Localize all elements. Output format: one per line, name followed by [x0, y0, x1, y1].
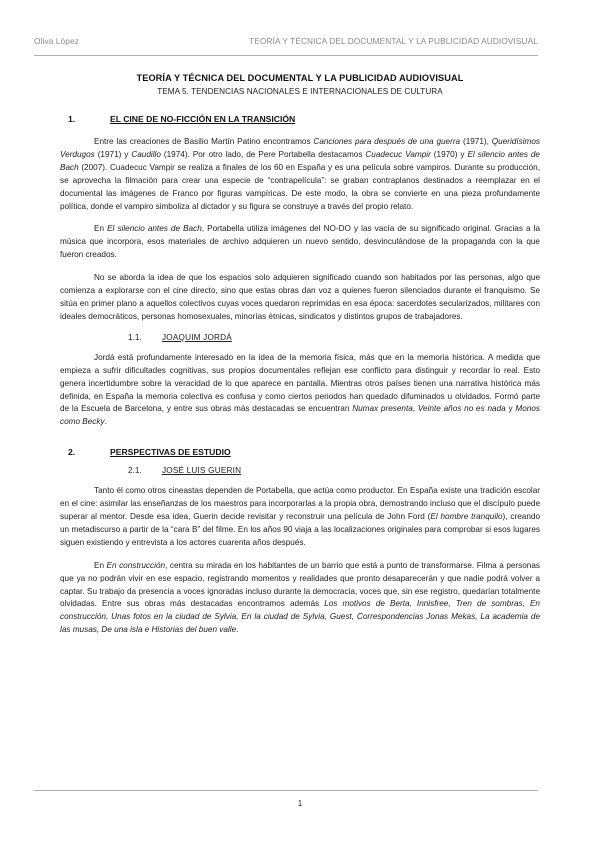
- document-title: TEORÍA Y TÉCNICA DEL DOCUMENTAL Y LA PUBLICIDAD AUDIOVISUAL: [136, 73, 464, 83]
- subsection-number: 1.1.: [128, 332, 142, 342]
- subsection-heading-1-1: [128, 333, 540, 342]
- paragraph: En En construcción, centra su mirada en los habitantes de un barrio que está a punto de transformarse. Filma a personas que ya no podrán vivir en ese espacio, registrando momentos y realidades que pronto desaparecerán y que nadie podrá volver a captar. Su trabajo da presencia a voces ignoradas incluso durante la democracia, voces que, sin ese registro, quedarían totalmente olvidadas. Entre sus obras más destacadas encontramos además Los motivos de Berta, Innisfree, Tren de sombras, En construcción, Unas fotos en la ciudad de Sylvia, En la ciudad de Sylvia, Guest, Correspondencias Jonas Mekas, La academia de las musas, De una isla e Historias del buen valle.: [60, 560, 540, 635]
- section-title: PERSPECTIVAS DE ESTUDIO: [110, 447, 231, 458]
- footer-rule: [34, 790, 538, 791]
- section-heading-2: [60, 447, 540, 457]
- paragraph: En El silencio antes de Bach, Portabella utiliza imágenes del NO-DO y las vacía de su significado original. Gracias a la música que incorpora, esos materiales de archivo adquieren un nuevo sentido, desvinculándose de la propaganda con la que fueron creados.: [60, 224, 540, 260]
- paragraph: Jordá está profundamente interesado en la idea de la memoria física, más que en la memoria histórica. A medida que empieza a sufrir dificultades cognitivas, sus propios documentales reflejan ese conflicto para distinguir y recordar lo real. Esto genera incertidumbre sobre la veracidad de lo que aparece en pantalla. Mientras otros países tienen una narrativa histórica más definida, en España la memoria colectiva es confusa y como ciertos periodos han quedado difuminados u olvidados. Formó parte de la Escuela de Barcelona, y entre sus obras más destacadas se encuentran Numax presenta, Veinte años no es nada y Monos como Becky.: [60, 352, 540, 427]
- page-header: [34, 36, 538, 46]
- paragraph: Entre las creaciones de Basilio Martín Patino encontramos Canciones para después de una guerra (1971), Queridísimos Verdugos (1971) y Caudillo (1974). Por otro lado, de Pere Portabella destacamos Cuadecuc Vampir (1970) y El silencio antes de Bach (2007). Cuadecuc Vampir se realiza a finales de los 60 en España y es una película sobre vampiros. Durante su producción, se aprovecha la filmación para crear una especie de “contrapelícula”: se graban contraplanos destinados a reemplazar en el documental las imágenes de Franco por figuras vampíricas. De este modo, la obra se convierte en una pieza profundamente política, donde el vampiro simboliza al dictador y su figura se construye a través del propio relato.: [60, 137, 540, 211]
- page-content: [60, 73, 540, 637]
- subsection-title: JOAQUIM JORDÁ: [162, 332, 232, 342]
- header-author: Oliva López: [34, 36, 79, 46]
- section-number: 2.: [68, 447, 76, 458]
- subsection-title: JOSÉ LUIS GUERIN: [162, 466, 242, 476]
- document-subtitle: TEMA 5. TENDENCIAS NACIONALES E INTERNACIONALES DE CULTURA: [157, 87, 443, 96]
- subsection-heading-2-1: [128, 466, 540, 475]
- header-course: TEORÍA Y TÉCNICA DEL DOCUMENTAL Y LA PUBLICIDAD AUDIOVISUAL: [249, 36, 538, 46]
- paragraph: No se aborda la idea de que los espacios solo adquieren significado cuando son habitados por las personas, algo que comienza a explorarse con el cine directo, sino que estas obras dan voz a quienes fueron silenciados durante el franquismo. Se sitúa en primer plano a aquellos colectivos cuyas voces quedaron reprimidas en esa época: sacerdotes secularizados, militares con ideales democráticos, personas homosexuales, minorías étnicas, sindicatos y distintos grupos de trabajadores.: [60, 273, 540, 321]
- subsection-number: 2.1.: [128, 466, 142, 476]
- page-number: 1: [297, 799, 303, 808]
- section-number: 1.: [68, 114, 76, 124]
- section-title: EL CINE DE NO-FICCIÓN EN LA TRANSICIÓN: [110, 114, 296, 124]
- paragraph: Tanto él como otros cineastas dependen de Portabella, que actúa como productor. En España existe una tradición escolar en el cine: asimilar las enseñanzas de los maestros para incorporarlas a la propia obra, demostrando incluso que el discípulo puede superar al mentor. Desde esa idea, Guerin decide revisitar y reconstruir una película de John Ford (El hombre tranquilo), creando un metadiscurso a partir de la “cara B” del filme. En los años 90 viaja a las localizaciones originales para comprobar si esos lugares siguen existiendo y entrevista a los actores cuarenta años después.: [60, 486, 541, 547]
- header-rule: [34, 55, 538, 56]
- section-heading-1: [60, 114, 540, 124]
